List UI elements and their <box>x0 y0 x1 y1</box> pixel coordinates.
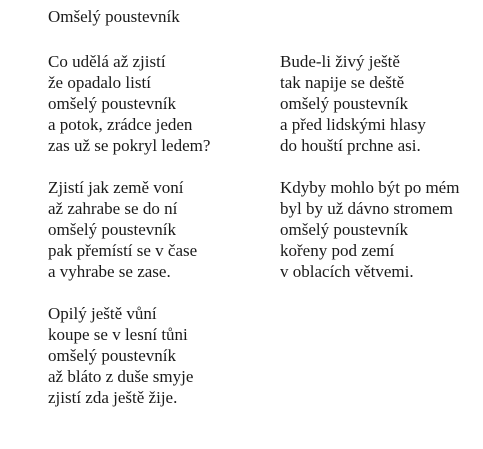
poem-line: Zjistí jak země voní <box>48 178 184 197</box>
stanza-1 <box>48 51 210 156</box>
poem-line: v oblacích větvemi. <box>280 262 414 281</box>
poem-line: tak napije se deště <box>280 73 405 92</box>
poem-line: omšelý poustevník <box>280 94 408 113</box>
stanza-2 <box>48 177 210 282</box>
poem-line: omšelý poustevník <box>48 94 176 113</box>
poem-line: Kdyby mohlo být po mém <box>280 178 460 197</box>
poem-line: do houští prchne asi. <box>280 136 421 155</box>
poem-line: zas už se pokryl ledem? <box>48 136 211 155</box>
poem-line: koupe se v lesní tůni <box>48 325 188 344</box>
poem-line: Opilý ještě vůní <box>48 304 157 323</box>
stanza-4 <box>280 51 459 156</box>
poem-line: Co udělá až zjistí <box>48 52 166 71</box>
poem-line: pak přemístí se v čase <box>48 241 198 260</box>
poem-line: omšelý poustevník <box>48 220 176 239</box>
poem-line: a vyhrabe se zase. <box>48 262 171 281</box>
poem-title: Omšelý poustevník <box>48 7 180 26</box>
poem-line: Bude-li živý ještě <box>280 52 400 71</box>
right-column <box>280 51 459 303</box>
left-column <box>48 51 210 429</box>
stanza-3 <box>48 303 210 408</box>
poem-line: zjistí zda ještě žije. <box>48 388 178 407</box>
poem-line: až bláto z duše smyje <box>48 367 194 386</box>
stanza-5 <box>280 177 459 282</box>
poem-line: omšelý poustevník <box>48 346 176 365</box>
poem-line: že opadalo listí <box>48 73 151 92</box>
poem-line: byl by už dávno stromem <box>280 199 453 218</box>
poem-line: kořeny pod zemí <box>280 241 395 260</box>
poem-line: omšelý poustevník <box>280 220 408 239</box>
poem-line: až zahrabe se do ní <box>48 199 178 218</box>
poem-line: a před lidskými hlasy <box>280 115 426 134</box>
poem-line: a potok, zrádce jeden <box>48 115 193 134</box>
